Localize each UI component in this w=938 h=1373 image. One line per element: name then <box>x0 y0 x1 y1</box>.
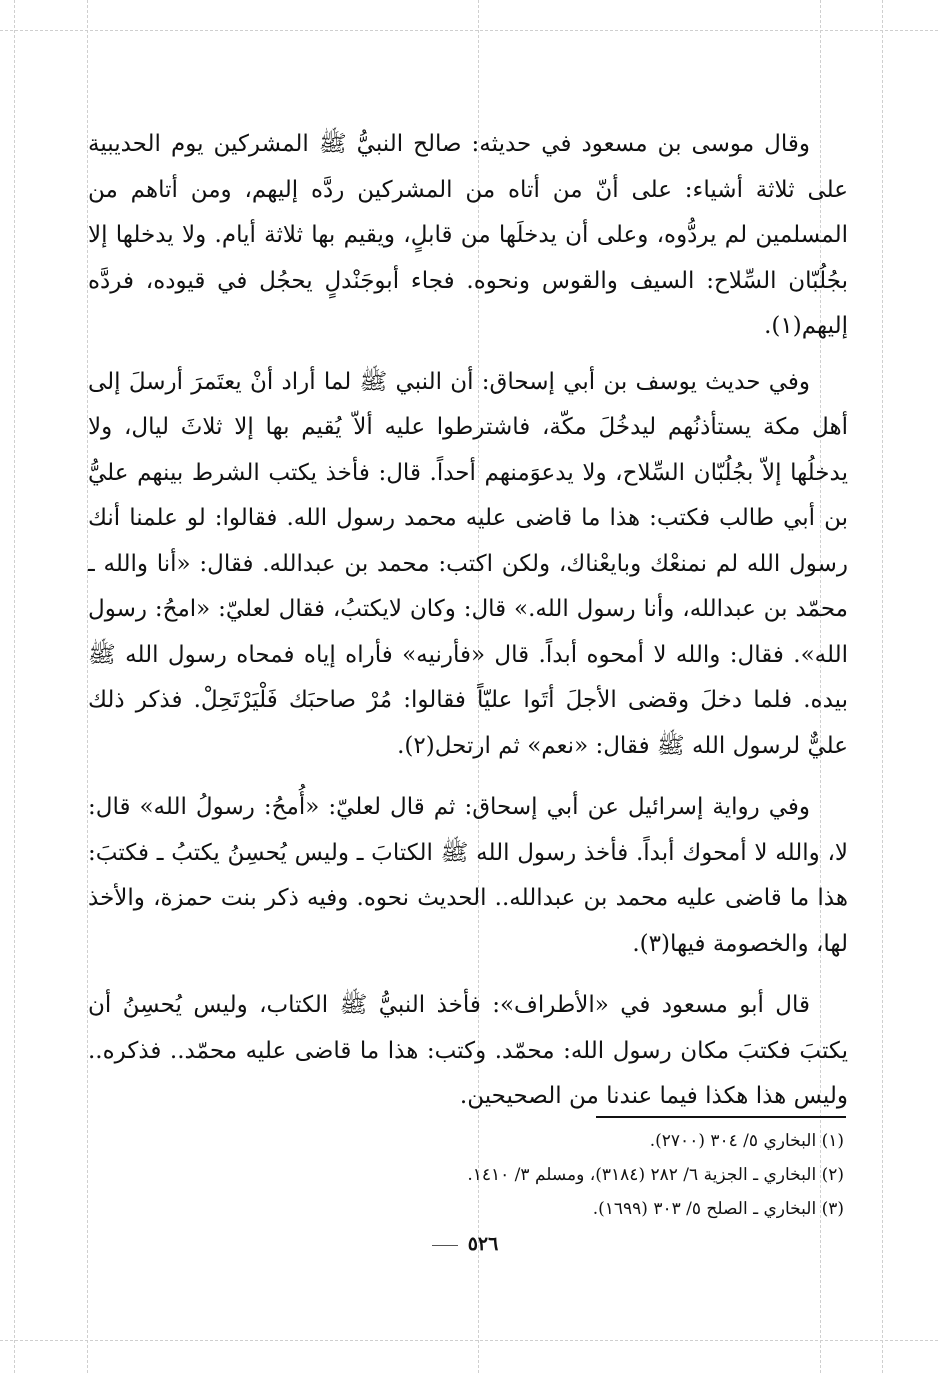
paragraph: وقال موسى بن مسعود في حديثه: صالح النبيُّ ﷺ المشركين يوم الحديبية على ثلاثة أشياء: على أنّ من أتاه من المشركين ردَّه إليهم، ومن أتاهم من المسلمين لم يردُّوه، وعلى أن يدخلَها من قابلٍ، ويقيم بها ثلاثة أيام. ولا يدخلها إلا بجُلُبّان السِّلاح: السيف والقوس ونحوه. فجاء أبوجَنْدلٍ يحجُل في قيوده، فردَّه إليهم(١). <box>88 131 848 339</box>
page-number-area <box>380 1233 540 1255</box>
page-number-dash <box>432 1245 458 1246</box>
footnote-separator <box>596 1116 846 1118</box>
footnote: (٢) البخاري ـ الجزية ٦/ ٢٨٢ (٣١٨٤)، ومسلم ٣/ ١٤١٠. <box>467 1165 844 1185</box>
scan-guide-line <box>0 30 938 31</box>
page-number: ٥٢٦ <box>467 1233 499 1255</box>
footnote: (٣) البخاري ـ الصلح ٥/ ٣٠٣ (١٦٩٩). <box>592 1199 844 1219</box>
footnotes <box>88 1124 844 1226</box>
scan-guide-line <box>0 1340 938 1341</box>
footnote: (١) البخاري ٥/ ٣٠٤ (٢٧٠٠). <box>649 1131 844 1151</box>
scan-guide-line <box>882 0 883 1373</box>
paragraph: قال أبو مسعود في «الأطراف»: فأخذ النبيُّ ﷺ الكتاب، وليس يُحسِنُ أن يكتبَ فكتبَ مكان رسول الله: محمّد. وكتب: هذا ما قاضى عليه محمّد.. فذكره.. وليس هذا هكذا فيما عندنا من الصحيحين. <box>88 992 848 1109</box>
scan-guide-line <box>14 0 15 1373</box>
paragraph: وفي رواية إسرائيل عن أبي إسحاق: ثم قال لعليّ: «أُمحُ: رسولُ الله» قال: لا، والله لا أمحوك أبداً. فأخذ رسول الله ﷺ الكتابَ ـ وليس يُحسِنُ يكتبُ ـ فكتبَ: هذا ما قاضى عليه محمد بن عبدالله.. الحديث نحوه. وفيه ذكر بنت حمزة، والأخذ لها، والخصومة فيها(٣). <box>88 794 848 957</box>
paragraph: وفي حديث يوسف بن أبي إسحاق: أن النبي ﷺ لما أراد أنْ يعتَمرَ أرسلَ إلى أهل مكة يستأذنُهم ليدخُلَ مكّة، فاشترطوا عليه ألاّ يُقيم بها إلا ثلاثَ ليال، ولا يدخلُها إلاّ بجُلُبّان السِّلاح، ولا يدعوَمنهم أحداً. قال: فأخذ يكتب الشرط بينهم عليُّ بن أبي طالب فكتب: هذا ما قاضى عليه محمد رسول الله. فقالوا: لو علمنا أنك رسول الله لم نمنعْك وبايعْناك، ولكن اكتب: محمد بن عبدالله. فقال: «أنا والله ـ محمّد بن عبدالله، وأنا رسول الله.» قال: وكان لايكتبُ، فقال لعليّ: «امحُ: رسول الله». فقال: والله لا أمحوه أبداً. قال «فأرنيه» فأراه إياه فمحاه رسول الله ﷺ بيده. فلما دخلَ وقضى الأجلَ أتَوا عليّاً فقالوا: مُرْ صاحبَك فَلْيَرْتَحِلْ. فذكر ذلك عليٌّ لرسول الله ﷺ فقال: «نعم» ثم ارتحل(٢). <box>88 368 848 759</box>
main-text <box>88 122 848 1136</box>
